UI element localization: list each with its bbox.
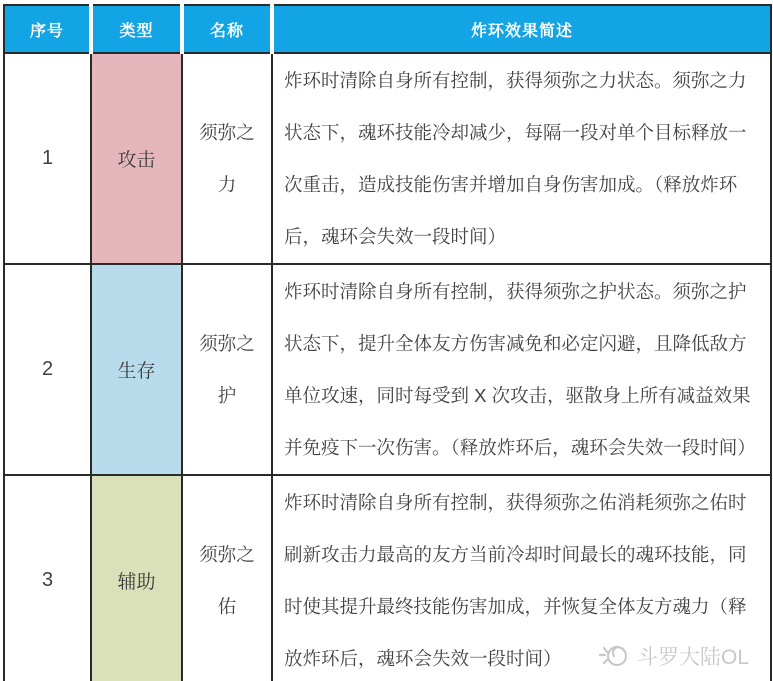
row-name-cell: 须弥之护 [182, 264, 272, 475]
row-name-cell: 须弥之佑 [182, 475, 272, 681]
table-row [4, 264, 771, 475]
col-header-index: 序号 [4, 5, 91, 53]
col-header-type: 类型 [91, 5, 182, 53]
row-index-cell: 3 [4, 475, 91, 681]
table-row [4, 53, 771, 264]
col-header-effect: 炸环效果简述 [272, 5, 771, 53]
row-effect-cell: 炸环时清除自身所有控制，获得须弥之力状态。须弥之力状态下，魂环技能冷却减少，每隔一段对单个目标释放一次重击，造成技能伤害并增加自身伤害加成。（释放炸环后，魂环会失效一段时间） [272, 53, 771, 264]
row-type-cell: 攻击 [91, 53, 182, 264]
row-name-cell: 须弥之力 [182, 53, 272, 264]
row-effect-cell: 炸环时清除自身所有控制，获得须弥之佑消耗须弥之佑时刷新攻击力最高的友方当前冷却时间最长的魂环技能，同时使其提升最终技能伤害加成，并恢复全体友方魂力（释放炸环后，魂环会失效一段时间） [272, 475, 771, 681]
soul-ring-effects-table [3, 4, 772, 681]
row-type-cell: 辅助 [91, 475, 182, 681]
watermark-label: 斗罗大陆OL [636, 646, 749, 669]
douluo-logo-icon [596, 642, 630, 670]
watermark [596, 641, 749, 671]
row-index-cell: 1 [4, 53, 91, 264]
row-effect-cell: 炸环时清除自身所有控制，获得须弥之护状态。须弥之护状态下，提升全体友方伤害减免和必定闪避，且降低敌方单位攻速，同时每受到 X 次攻击，驱散身上所有减益效果并免疫下一次伤害。（释放炸环后，魂环会失效一段时间） [272, 264, 771, 475]
row-index-cell: 2 [4, 264, 91, 475]
row-type-cell: 生存 [91, 264, 182, 475]
col-header-name: 名称 [182, 5, 272, 53]
header-row [4, 5, 771, 53]
